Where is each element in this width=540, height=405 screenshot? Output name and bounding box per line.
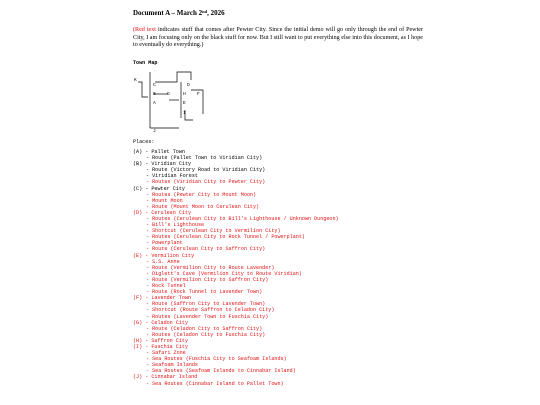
place-route-item: - S.S. Anne: [146, 258, 180, 265]
place-route-item: - Sea Routes (Cinnabar Island to Pallet Town): [146, 380, 284, 387]
place-route-item: - Bill's Lighthouse: [146, 222, 205, 229]
town-map: [133, 70, 253, 136]
places-heading: Places:: [133, 138, 155, 145]
place-route-item: - Sea Routes (Fuschia City to Seafoam Islands): [146, 356, 287, 363]
map-label-k: K: [134, 77, 137, 83]
intro-paragraph: [133, 27, 423, 50]
town-map-lines: [133, 70, 253, 136]
place-group-label: (C) - Pewter City: [133, 185, 185, 192]
place-route-item: - Route (Celadon City to Saffron City): [146, 325, 263, 332]
place-route-item: - Route (Vermilion City to Route Lavender): [146, 264, 275, 271]
place-route-item: - Safari Zone: [146, 350, 186, 357]
place-group-label: (A) - Pallet Town: [133, 148, 185, 155]
place-route-item: - Routes (Viridian City to Pewter City): [146, 179, 266, 186]
place-route-item: - Route (Saffron City to Lavender Town): [146, 301, 266, 308]
town-map-heading: Town Map: [133, 59, 158, 66]
place-route-item: - Powerplant: [146, 240, 183, 247]
document-title: [133, 9, 423, 18]
place-route-item: - Routes (Cerulean City to Bill's Lighthouse / Unknown Dungeon): [146, 216, 339, 222]
place-route-item: - Sea Routes (Seafoam Islands to Cinnabar Island): [146, 368, 296, 375]
place-route-item: - Route (Victory Road to Viridian City): [146, 167, 266, 174]
map-label-j: J: [153, 128, 156, 134]
place-route-item: - Diglett's Cave (Vermilion City to Route Viridian): [146, 270, 302, 277]
map-label-i: I: [183, 110, 186, 116]
place-group-label: (E) - Vermilion City: [133, 252, 195, 259]
document-page: [133, 9, 423, 387]
map-path-k: [138, 82, 148, 97]
intro-red-text: (Red text: [133, 27, 156, 33]
title-ordinal-suffix: nd: [202, 9, 208, 14]
place-group-label: (B) - Viridian City: [133, 161, 192, 168]
place-group-label: (F) - Lavender Town: [133, 295, 192, 302]
place-route-item: - Route (Pallet Town to Viridian City): [146, 155, 263, 162]
place-route-item: - Route (Vermilion City to Saffron City): [146, 276, 269, 283]
place-route-item: - Routes (Pewter City to Mount Moon): [146, 191, 257, 198]
title-year: , 2026: [207, 9, 225, 17]
place-route-item: - Mount Moon: [146, 197, 183, 204]
map-label-a: A: [153, 100, 156, 106]
map-label-b: B: [153, 91, 156, 97]
map-label-g: G: [167, 91, 170, 97]
map-label-h: H: [183, 91, 186, 97]
place-route-item: - Routes (Celadon City to Fuschia City): [146, 331, 266, 338]
place-route-item: - Rock Tunnel: [146, 283, 186, 290]
place-route-item: - Shortcut (Route Saffron to Celadon City): [146, 307, 275, 314]
map-path-i: [185, 110, 193, 120]
place-group-label: (G) - Celadon City: [133, 319, 189, 326]
map-label-c: C: [153, 82, 156, 88]
map-path-north: [155, 72, 191, 82]
intro-rest-text: indicates stuff that comes after Pewter City. Since the initial demo will go only through the end of Pewter City, I am focusing only on the black stuff for now. But I still want to put everything else into this document, as I hope to eventually do everything.): [133, 27, 423, 49]
place-group-label: (H) - Saffron City: [133, 337, 189, 344]
place-route-item: - Route (Cerulean City to Saffron City): [146, 246, 266, 253]
map-label-f: F: [197, 91, 200, 97]
place-route-item: - Routes (Cerulean City to Rock Tunnel / Powerplant): [146, 234, 305, 241]
place-route-item: - Viridian Forest: [146, 173, 198, 180]
place-route-item: - Shortcut (Cerulean City to Vermilion City): [146, 228, 281, 235]
map-label-e: E: [183, 100, 186, 106]
map-label-d: D: [187, 82, 190, 88]
place-route-item: - Routes (Lavender Town to Fuschia City): [146, 313, 269, 320]
place-group-label: (I) - Fuschia City: [133, 343, 189, 350]
place-group-label: (D) - Cerulean City: [133, 209, 192, 216]
place-route-item: - Route (Mount Moon to Cerulean City): [146, 203, 260, 210]
place-route-item: - Seafoam Islands: [146, 362, 198, 369]
title-prefix: Document A – March 2: [133, 9, 203, 17]
place-route-item: - Route (Rock Tunnel to Lavender Town): [146, 289, 263, 296]
place-group-label: (J) - Cinnabar Island: [133, 374, 198, 381]
places-list: [133, 149, 423, 387]
